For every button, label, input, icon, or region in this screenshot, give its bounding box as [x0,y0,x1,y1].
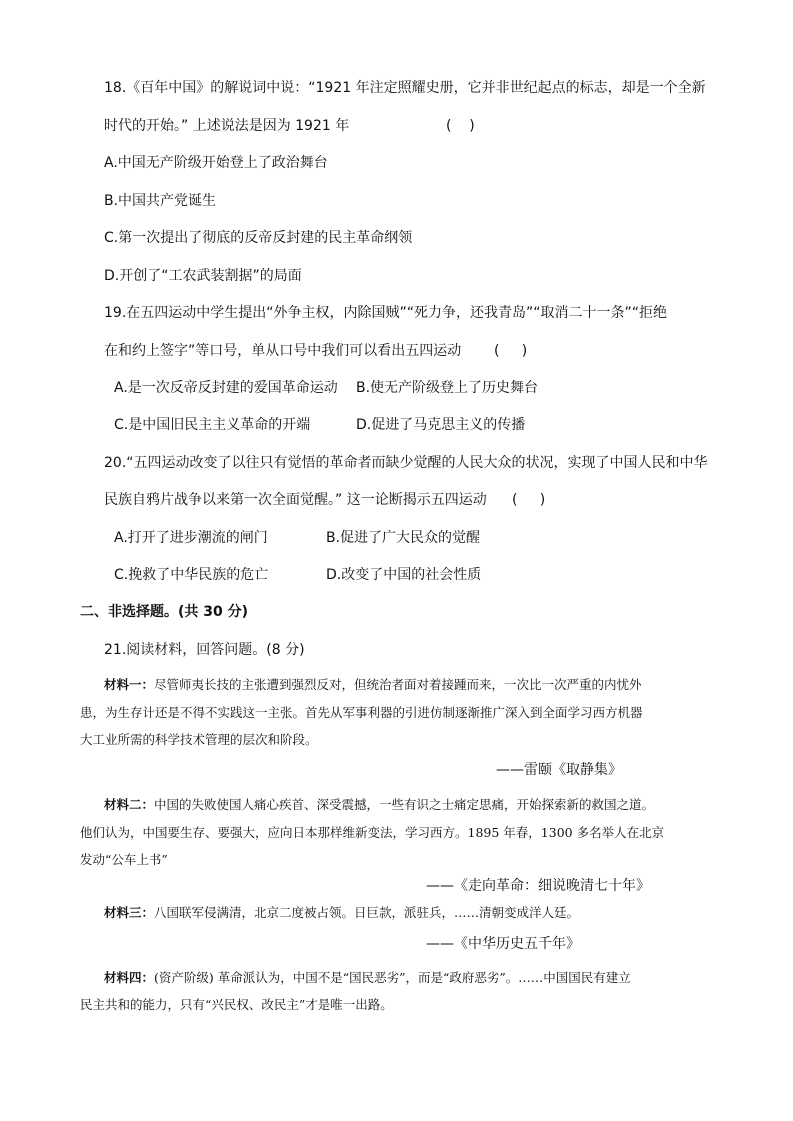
material4-line2: 民主共和的能力，只有“兴民权、改民主”才是唯一出路。 [80,997,393,1012]
material3-source: ——《中华历史五千年》 [426,936,580,952]
q18-stem-line2: 时代的开始。” 上述说法是因为 1921 年 [104,118,350,134]
material2-line2: 他们认为，中国要生存、要强大，应向日本那样维新变法，学习西方。1895 年春，1300 多名举人在北京 [80,825,665,840]
q20-option-c: C.挽救了中华民族的危亡 [114,567,269,583]
material1-line1: 材料一：尽管师夷长技的主张遭到强烈反对，但统治者面对着接踵而来，一次比一次严重的内忧外 [104,677,642,692]
material2-source: ——《走向革命：细说晚清七十年》 [426,878,650,894]
material3-label: 材料三： [104,905,155,920]
q18-option-a: A.中国无产阶级开始登上了政治舞台 [104,155,328,171]
material4-label: 材料四： [104,970,155,985]
q20-option-d: D.改变了中国的社会性质 [326,567,482,583]
q19-stem-line2: 在和约上签字”等口号，单从口号中我们可以看出五四运动 [104,343,462,359]
material1-source: ——雷颐《取静集》 [496,762,622,778]
q20-stem-line1: 20.“五四运动改变了以往只有觉悟的革命者而缺少觉醒的人民大众的状况，实现了中国人民和中华 [104,455,708,471]
material4-line1: 材料四：(资产阶级) 革命派认为，中国不是“国民恶劣”，而是“政府恶劣”。……中国国民有建立 [104,970,631,985]
q20-option-a: A.打开了进步潮流的闸门 [114,530,268,546]
material2-line1: 材料二：中国的失败使国人痛心疾首、深受震撼，一些有识之士痛定思痛，开始探索新的救国之道。 [104,797,655,812]
q18-stem-line1: 18.《百年中国》的解说词中说：“1921 年注定照耀史册，它并非世纪起点的标志，却是一个全新 [104,80,706,96]
material1-label: 材料一： [104,677,155,692]
q19-option-c: C.是中国旧民主主义革命的开端 [114,417,311,433]
q20-answer-blank: ( ) [512,492,546,508]
q19-stem-line1: 19.在五四运动中学生提出“外争主权，内除国贼”“死力争，还我青岛”“取消二十一条”“拒绝 [104,305,668,321]
material2-line3: 发动“公车上书” [80,852,168,867]
section-heading: 二、非选择题。(共 30 分) [80,604,249,620]
material3-line1: 材料三：八国联军侵满清，北京二度被占领。日巨款，派驻兵，……清朝变成洋人廷。 [104,905,580,920]
q18-option-c: C.第一次提出了彻底的反帝反封建的民主革命纲领 [104,230,413,246]
q19-option-d: D.促进了马克思主义的传播 [356,417,526,433]
material2-label: 材料二： [104,797,155,812]
q18-option-d: D.开创了“工农武装割据”的局面 [104,268,302,284]
q21-stem: 21.阅读材料，回答问题。(8 分) [104,642,305,658]
q20-stem-line2: 民族自鸦片战争以来第一次全面觉醒。” 这一论断揭示五四运动 [104,492,487,508]
material1-line2: 患，为生存计还是不得不实践这一主张。首先从军事利器的引进仿制逐渐推广深入到全面学习西方机器 [80,705,643,720]
q19-option-b: B.使无产阶级登上了历史舞台 [356,380,539,396]
material1-line3: 大工业所需的科学技术管理的层次和阶段。 [80,732,318,747]
q18-option-b: B.中国共产党诞生 [104,193,217,209]
q19-option-a: A.是一次反帝反封建的爱国革命运动 [114,380,338,396]
q19-answer-blank: ( ) [494,343,528,359]
q20-option-b: B.促进了广大民众的觉醒 [326,530,481,546]
q18-answer-blank: ( ) [446,118,475,134]
